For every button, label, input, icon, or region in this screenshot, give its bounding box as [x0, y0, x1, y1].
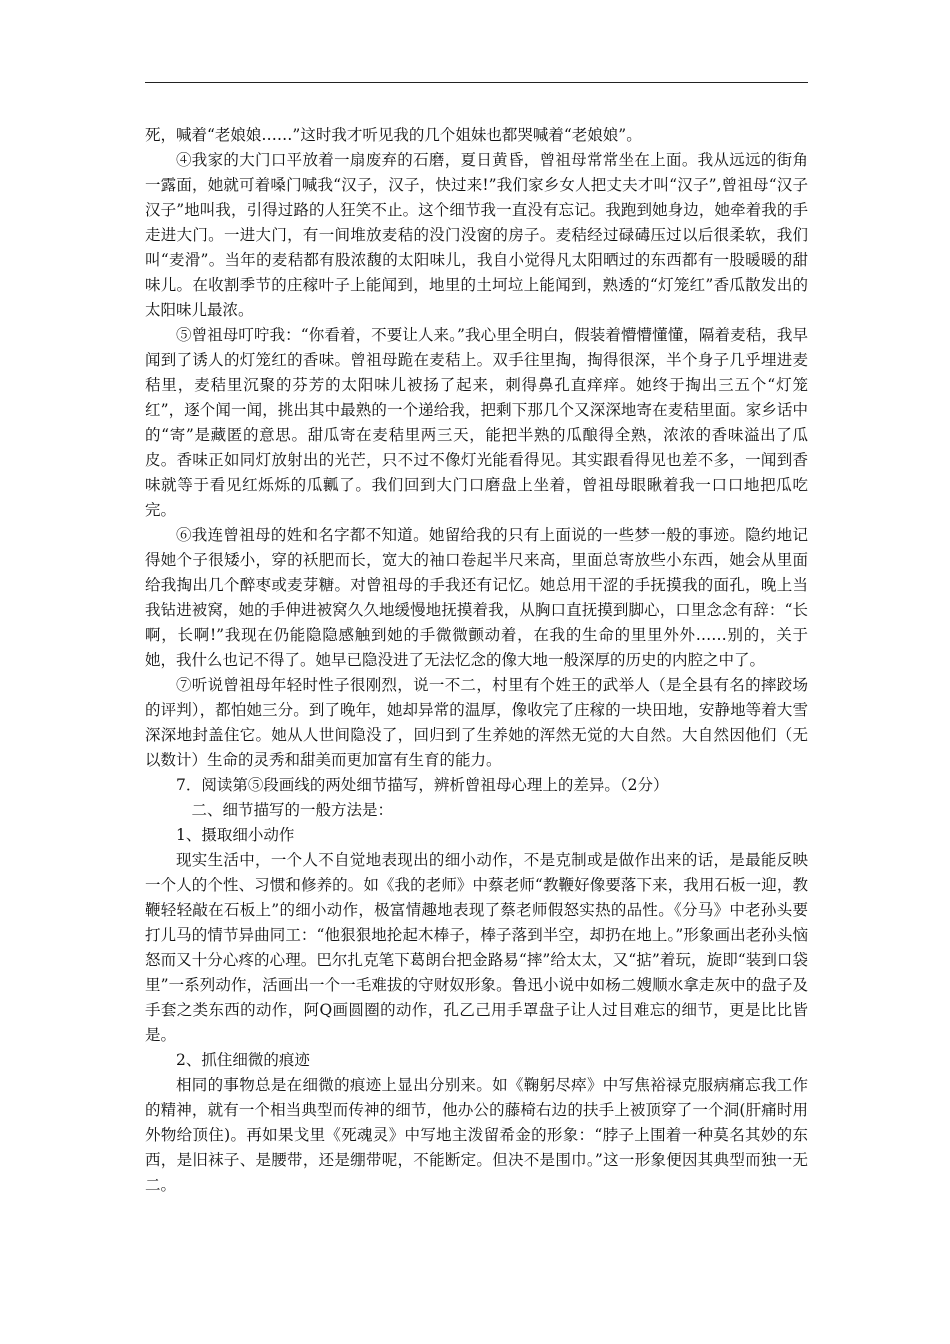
paragraph-continuation: 死，喊着“老娘娘……”这时我才听见我的几个姐妹也都哭喊着“老娘娘”。 [145, 126, 642, 144]
document-body [145, 123, 808, 1198]
header-rule [145, 82, 808, 83]
section-heading-detail-methods: 二、细节描写的一般方法是： [191, 801, 394, 819]
paragraph-4: ④我家的大门口平放着一扇废弃的石磨，夏日黄昏，曾祖母常常坐在上面。我从远远的街角一露面，她就可着嗓门喊我“汉子，汉子，快过来!”我们家乡女人把丈夫才叫“汉子”,曾祖母“汉子汉子”地叫我，引得过路的人狂笑不止。这个细节我一直没有忘记。我跑到她身边，她牵着我的手走进大门。一进大门，有一间堆放麦秸的没门没窗的房子。麦秸经过碌碡压过以后很柔软，我们叫“麦滑”。当年的麦秸都有股浓馥的太阳味儿，我自小觉得凡太阳晒过的东西都有一股暖暖的甜味儿。在收割季节的庄稼叶子上能闻到，地里的土坷垃上能闻到，熟透的“灯笼红”香瓜散发出的太阳味儿最浓。 [145, 151, 808, 319]
document-page [145, 82, 808, 1198]
paragraph-7: ⑦听说曾祖母年轻时性子很刚烈，说一不二，村里有个姓王的武举人（是全县有名的摔跤场的评判），都怕她三分。到了晚年，她却异常的温厚，像收完了庄稼的一块田地，安静地等着大雪深深地封盖住它。她从人世间隐没了，回归到了生养她的浑然无觉的大自然。大自然因他们（无以数计）生命的灵秀和甜美而更加富有生育的能力。 [145, 676, 808, 769]
paragraph-subtle-traces: 相同的事物总是在细微的痕迹上显出分别来。如《鞠躬尽瘁》中写焦裕禄克服病痛忘我工作的精神，就有一个相当典型而传神的细节，他办公的藤椅右边的扶手上被顶穿了一个洞(肝痛时用外物给顶住)。再如果戈里《死魂灵》中写地主泼留希金的形象：“脖子上围着一种莫名其妙的东西，是旧袜子、是腰带，还是绷带呢，不能断定。但决不是围巾。”这一形象便因其典型而独一无二。 [145, 1076, 808, 1194]
subheading-subtle-traces: 2、抓住细微的痕迹 [176, 1051, 310, 1069]
paragraph-small-actions: 现实生活中，一个人不自觉地表现出的细小动作，不是克制或是做作出来的话，是最能反映一个人的个性、习惯和修养的。如《我的老师》中蔡老师“教鞭好像要落下来，我用石板一迎，教鞭轻轻敲在石板上”的细小动作，极富情趣地表现了蔡老师假怒实热的品性。《分马》中老孙头要打儿马的情节异曲同工：“他狠狠地抡起木棒子，棒子落到半空，却扔在地上。”形象画出老孙头恼怒而又十分心疼的心理。巴尔扎克笔下葛朗台把金路易“摔”给太太，又“掂”着玩，旋即“装到口袋里”一系列动作，活画出一个一毛难拔的守财奴形象。鲁迅小说中如杨二嫂顺水拿走灰中的盘子及手套之类东西的动作，阿Q画圆圈的动作，孔乙己用手罩盘子让人过目难忘的细节，更是比比皆是。 [145, 851, 808, 1044]
paragraph-6: ⑥我连曾祖母的姓和名字都不知道。她留给我的只有上面说的一些梦一般的事迹。隐约地记得她个子很矮小，穿的袄肥而长，宽大的袖口卷起半尺来高，里面总寄放些小东西，她会从里面给我掏出几个醉枣或麦芽糖。对曾祖母的手我还有记忆。她总用干涩的手抚摸我的面孔，晚上当我钻进被窝，她的手伸进被窝久久地缓慢地抚摸着我，从胸口直抚摸到脚心，口里念念有辞：“长啊，长啊!”我现在仍能隐隐感触到她的手微微颤动着，在我的生命的里里外外……别的，关于她，我什么也记不得了。她早已隐没进了无法忆念的像大地一般深厚的历史的内腔之中了。 [145, 526, 808, 669]
paragraph-5: ⑤曾祖母叮咛我：“你看着，不要让人来。”我心里全明白，假装着懵懵懂懂，隔着麦秸，我早闻到了诱人的灯笼红的香味。曾祖母跪在麦秸上。双手往里掏，掏得很深，半个身子几乎埋进麦秸里，麦秸里沉聚的芬芳的太阳味儿被扬了起来，刺得鼻孔直痒痒。她终于掏出三五个“灯笼红”，逐个闻一闻，挑出其中最熟的一个递给我，把剩下那几个又深深地寄在麦秸里面。家乡话中的“寄”是藏匿的意思。甜瓜寄在麦秸里两三天，能把半熟的瓜酿得全熟，浓浓的香味溢出了瓜皮。香味正如同灯放射出的光芒，只不过不像灯光能看得见。其实跟看得见也差不多，一闻到香味就等于看见红烁烁的瓜瓤了。我们回到大门口磨盘上坐着，曾祖母眼瞅着我一口口地把瓜吃完。 [145, 326, 808, 519]
question-7: 7．阅读第⑤段画线的两处细节描写，辨析曾祖母心理上的差异。（2分） [176, 776, 669, 794]
subheading-small-actions: 1、摄取细小动作 [176, 826, 295, 844]
